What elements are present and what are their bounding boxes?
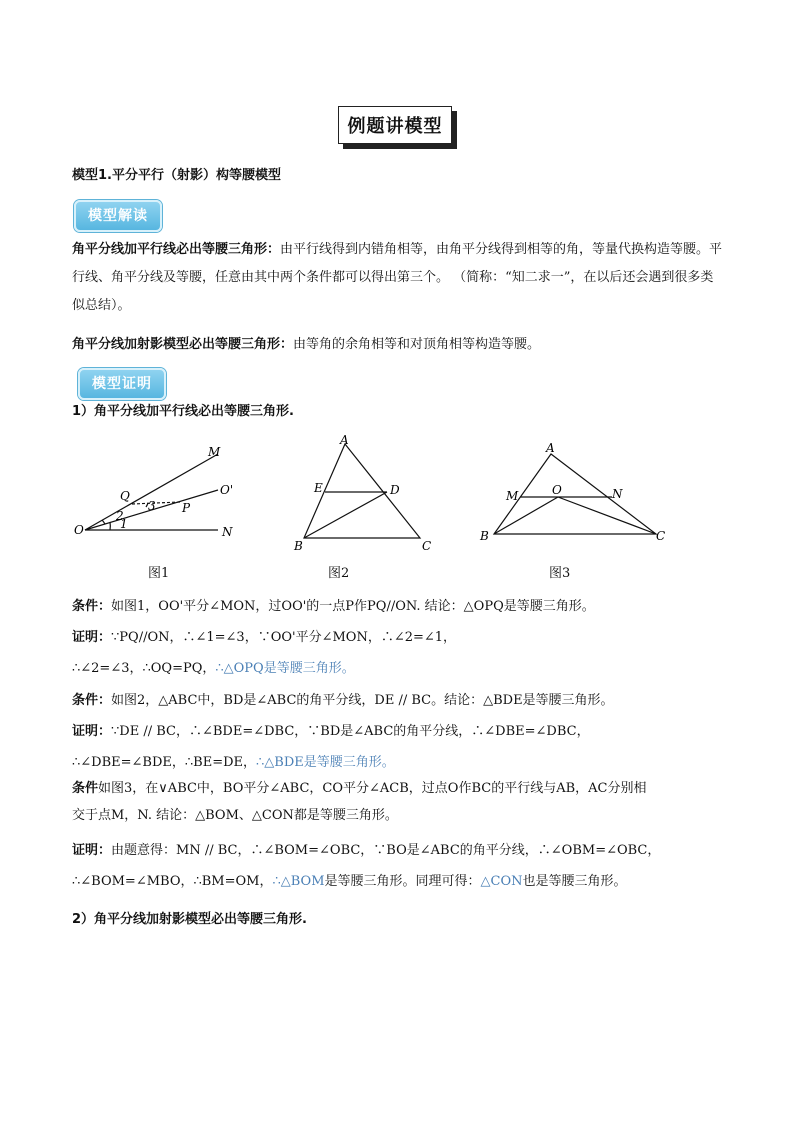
proof-2b-text: ∴∠DBE=∠BDE，∴BE=DE， [72, 755, 256, 770]
condition-2-label: 条件： [72, 693, 112, 708]
proof-1-label: 证明： [72, 630, 112, 645]
fig1-label-n: N [222, 525, 233, 539]
intro-2-bold: 角平分线加射影模型必出等腰三角形： [72, 337, 294, 352]
proof-3-label: 证明： [72, 843, 112, 858]
fig2-label-a: A [340, 433, 349, 447]
proof-3b-blue-1: ∴△BOM [272, 874, 325, 889]
segment-bo [494, 497, 558, 534]
proof-1-text: ∵PQ//ON，∴∠1=∠3，∵OO'平分∠MON，∴∠2=∠1， [111, 630, 457, 645]
fig3-label-a: A [546, 441, 555, 455]
figure-2-caption: 图2 [328, 566, 350, 581]
fig2-label-e: E [314, 481, 323, 495]
fig1-label-o: O [74, 523, 84, 537]
angle-2-arc [102, 520, 105, 524]
fig2-label-b: B [294, 539, 303, 553]
figure-2 [290, 432, 440, 554]
intro-paragraph-1 [72, 236, 724, 320]
proof-3b-text: ∴∠BOM=∠MBO，∴BM=OM， [72, 874, 273, 889]
fig3-label-m: M [506, 489, 519, 503]
fig1-angle-1: 1 [120, 517, 128, 531]
condition-3 [72, 779, 732, 799]
proof-1b-text: ∴∠2=∠3，∴OQ=PQ， [72, 661, 216, 676]
proof-3-text: 由题意得：MN // BC，∴∠BOM=∠OBC，∵BO是∠ABC的角平分线，∴∠OBM=∠OBC， [111, 843, 661, 858]
proof-2-line-2 [72, 753, 732, 773]
condition-3-label: 条件 [72, 781, 99, 796]
proof-2-text: ∵DE // BC，∴∠BDE=∠DBC，∵BD是∠ABC的角平分线，∴∠DBE=∠DBC， [111, 724, 590, 739]
proof-3b-text-2: 是等腰三角形。同理可得： [324, 874, 481, 889]
intro-1-bold: 角平分线加平行线必出等腰三角形： [72, 242, 281, 257]
proof-3b-text-3: 也是等腰三角形。 [522, 874, 627, 889]
proof-1-line-2 [72, 659, 732, 679]
fig3-label-c: C [656, 529, 666, 543]
section-1-title: 1）角平分线加平行线必出等腰三角形. [72, 404, 294, 419]
intro-2-text: 由等角的余角相等和对顶角相等构造等腰。 [293, 337, 541, 352]
proof-2 [72, 722, 732, 742]
condition-1-text: 如图1，OO'平分∠MON，过OO'的一点P作PQ//ON. 结论：△OPQ是等腰三角形。 [111, 599, 595, 614]
fig3-label-o: O [552, 483, 562, 497]
fig3-label-n: N [612, 487, 623, 501]
proof-2b-conclusion: ∴△BDE是等腰三角形。 [256, 755, 395, 770]
fig1-angle-3: 3 [148, 499, 156, 513]
fig2-label-d: D [390, 483, 400, 497]
section-2-title: 2）角平分线加射影模型必出等腰三角形. [72, 912, 307, 927]
fig1-label-q: Q [120, 489, 130, 503]
model-heading: 模型1.平分平行（射影）构等腰模型 [72, 168, 281, 183]
triangle-abc-3 [494, 454, 656, 534]
fig1-angle-2: 2 [116, 509, 124, 523]
intro-1-text: 由平行线得到内错角相等，由角平分线得到相等的角，等量代换构造等腰。平行线、角平分线及等腰，任意由其中两个条件都可以得出第三个。 （简称：“知二求一”，在以后还会遇到很多类似总结）。 [72, 242, 723, 313]
figure-3 [476, 436, 676, 548]
segment-bd [304, 492, 387, 538]
condition-1-label: 条件： [72, 599, 112, 614]
condition-2-text: 如图2，△ABC中，BD是∠ABC的角平分线，DE // BC。结论：△BDE是等腰三角形。 [111, 693, 614, 708]
condition-2 [72, 691, 732, 711]
figure-3-caption: 图3 [549, 566, 571, 581]
ray-om [85, 454, 218, 530]
proof-1 [72, 628, 732, 648]
condition-3-line-2 [72, 806, 732, 826]
proof-3 [72, 841, 732, 861]
tag-model-interpretation: 模型解读 [74, 200, 162, 232]
proof-2-label: 证明： [72, 724, 112, 739]
fig1-label-o-prime: O' [220, 483, 234, 497]
page-title: 例题讲模型 [338, 106, 452, 144]
intro-paragraph-2 [72, 331, 724, 359]
fig3-label-b: B [480, 529, 489, 543]
condition-3b-text: 交于点M，N. 结论：△BOM、△CON都是等腰三角形。 [72, 808, 398, 823]
figure-1-caption: 图1 [148, 566, 170, 581]
tag-model-proof: 模型证明 [78, 368, 166, 400]
condition-1 [72, 597, 732, 617]
fig2-label-c: C [422, 539, 432, 553]
fig1-label-p: P [182, 501, 191, 515]
segment-co [558, 497, 656, 534]
fig1-label-m: M [208, 445, 221, 459]
proof-3-line-2 [72, 872, 732, 892]
proof-3b-blue-2: △CON [480, 874, 523, 889]
condition-3-text: 如图3，在∨ABC中，BO平分∠ABC，CO平分∠ACB，过点O作BC的平行线与AB，AC分别相 [98, 781, 647, 796]
proof-1b-conclusion: ∴△OPQ是等腰三角形。 [215, 661, 355, 676]
figure-1 [60, 440, 250, 545]
